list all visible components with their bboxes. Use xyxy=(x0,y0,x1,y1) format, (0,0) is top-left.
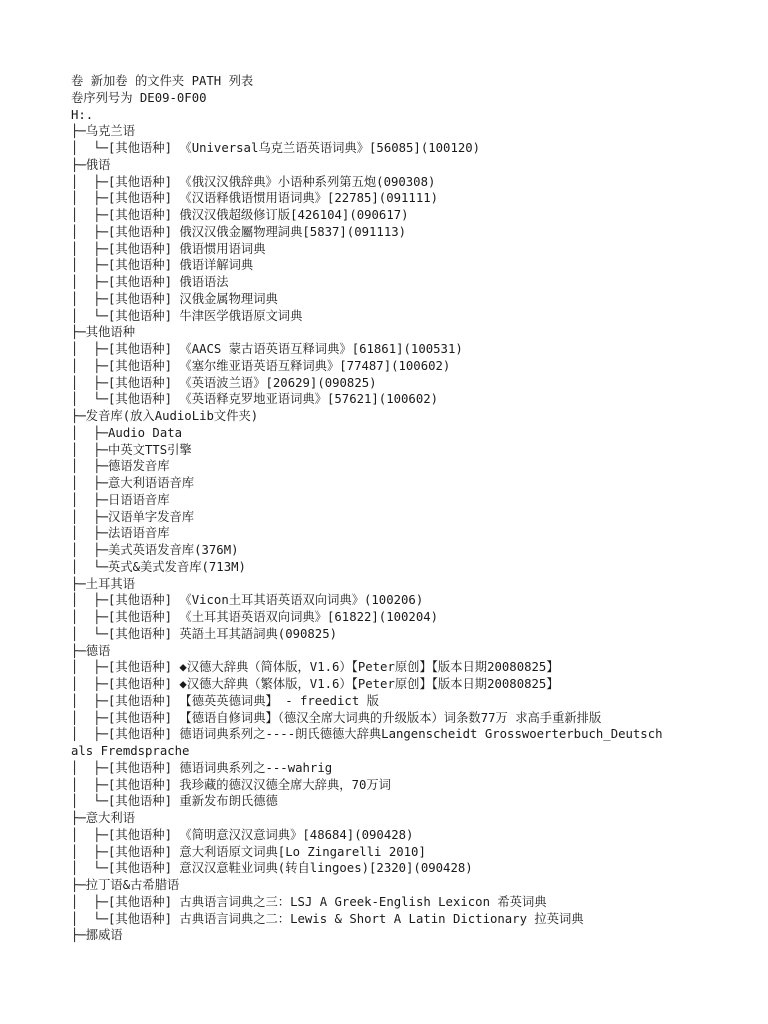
listing-line: │ ├─[其他语种] 俄汉汉俄金屬物理詞典[5837](091113) xyxy=(71,224,407,239)
listing-line: │ ├─[其他语种] 我珍藏的德汉汉德全席大辞典，70万词 xyxy=(71,777,391,792)
listing-line: │ ├─中英文TTS引擎 xyxy=(71,442,192,457)
listing-line: │ ├─[其他语种] 俄语惯用语词典 xyxy=(71,241,266,256)
listing-line: │ ├─德语发音库 xyxy=(71,459,170,474)
listing-line: ├─意大利语 xyxy=(71,811,135,825)
listing-line: │ ├─[其他语种] 古典语言词典之三：LSJ A Greek-English Lexicon 希英词典 xyxy=(71,894,547,909)
listing-line: │ ├─法语语音库 xyxy=(71,526,170,541)
listing-line: 卷 新加卷 的文件夹 PATH 列表 xyxy=(71,74,254,88)
listing-line: │ ├─意大利语语音库 xyxy=(71,476,195,490)
listing-line: │ ├─[其他语种] 汉俄金属物理词典 xyxy=(71,291,278,306)
listing-line: │ ├─[其他语种] 意大利语原文词典[Lo Zingarelli 2010] xyxy=(71,844,426,859)
listing-line: │ ├─[其他语种] 【德英英德词典】 - freedict 版 xyxy=(71,693,379,708)
listing-line: │ ├─[其他语种] 《塞尔维亚语英语互释词典》[77487](100602) xyxy=(71,358,451,373)
listing-line: │ └─[其他语种] 意汉汉意鞋业词典(转自lingoes)[2320](090428) xyxy=(71,861,473,876)
listing-line: │ ├─Audio Data xyxy=(71,425,183,440)
listing-line: │ ├─[其他语种] ◆汉德大辞典（繁体版，V1.6）【Peter原创】【版本日期20080825】 xyxy=(71,677,559,691)
listing-line: ├─发音库(放入AudioLib文件夹) xyxy=(71,409,259,423)
listing-line: │ └─[其他语种] 英語土耳其語詞典(090825) xyxy=(71,626,338,641)
listing-line: │ ├─日语语音库 xyxy=(71,492,170,507)
listing-line: │ ├─[其他语种] ◆汉德大辞典（简体版，V1.6）【Peter原创】【版本日期20080825】 xyxy=(71,660,559,675)
listing-line: │ └─[其他语种] 古典语言词典之二：Lewis & Short A Latin Dictionary 拉英词典 xyxy=(71,911,584,926)
listing-line: │ ├─[其他语种] 俄语详解词典 xyxy=(71,258,254,273)
listing-line: ├─土耳其语 xyxy=(71,576,135,591)
listing-line: ├─俄语 xyxy=(71,157,111,172)
listing-line: │ └─[其他语种] 《Universal乌克兰语英语词典》[56085](100120) xyxy=(71,141,481,155)
listing-line: ├─挪威语 xyxy=(71,928,123,943)
listing-line: │ ├─[其他语种] 《简明意汉汉意词典》[48684](090428) xyxy=(71,827,414,842)
listing-line: │ ├─[其他语种] 《俄汉汉俄辞典》小语种系列第五炮(090308) xyxy=(71,174,436,189)
listing-line: │ └─英式&美式发音库(713M) xyxy=(71,559,246,574)
listing-line: │ ├─[其他语种] 【德语自修词典】（德汉全席大词典的升级版本）词条数77万 求高手重新排版 xyxy=(71,710,602,725)
listing-line: │ ├─[其他语种] 俄语语法 xyxy=(71,275,229,289)
listing-line: ├─拉丁语&古希腊语 xyxy=(71,878,180,892)
listing-line: ├─乌克兰语 xyxy=(71,124,135,139)
listing-line: │ ├─[其他语种] 《汉语释俄语惯用语词典》[22785](091111) xyxy=(71,191,439,206)
listing-line: │ ├─[其他语种] 德语词典系列之---wahrig xyxy=(71,760,333,775)
listing-line: │ └─[其他语种] 重新发布朗氏德德 xyxy=(71,794,278,809)
listing-line: H:. xyxy=(71,107,94,122)
listing-line: │ ├─[其他语种] 《Vicon土耳其语英语双向词典》(100206) xyxy=(71,593,424,608)
listing-line: │ └─[其他语种] 《英语释克罗地亚语词典》[57621](100602) xyxy=(71,392,439,407)
listing-line: │ ├─[其他语种] 《英语波兰语》[20629](090825) xyxy=(71,375,377,390)
listing-line: ├─德语 xyxy=(71,643,111,658)
listing-line: │ ├─[其他语种] 俄汉汉俄超级修订版[426104](090617) xyxy=(71,208,409,222)
listing-line: ├─其他语种 xyxy=(71,325,135,340)
listing-line: │ ├─美式英语发音库(376M) xyxy=(71,543,239,557)
directory-listing xyxy=(71,73,761,944)
listing-line: │ ├─[其他语种] 《土耳其语英语双向词典》[61822](100204) xyxy=(71,610,439,624)
listing-line: │ ├─[其他语种] 德语词典系列之----朗氏德德大辞典Langenscheidt Grosswoerterbuch_Deutsch xyxy=(71,727,663,742)
listing-line: │ └─[其他语种] 牛津医学俄语原文词典 xyxy=(71,308,303,323)
listing-line: als Fremdsprache xyxy=(71,744,190,758)
listing-line: 卷序列号为 DE09-0F00 xyxy=(71,90,207,105)
listing-line: │ ├─汉语单字发音库 xyxy=(71,509,195,524)
listing-line: │ ├─[其他语种] 《AACS 蒙古语英语互释词典》[61861](100531) xyxy=(71,342,463,356)
